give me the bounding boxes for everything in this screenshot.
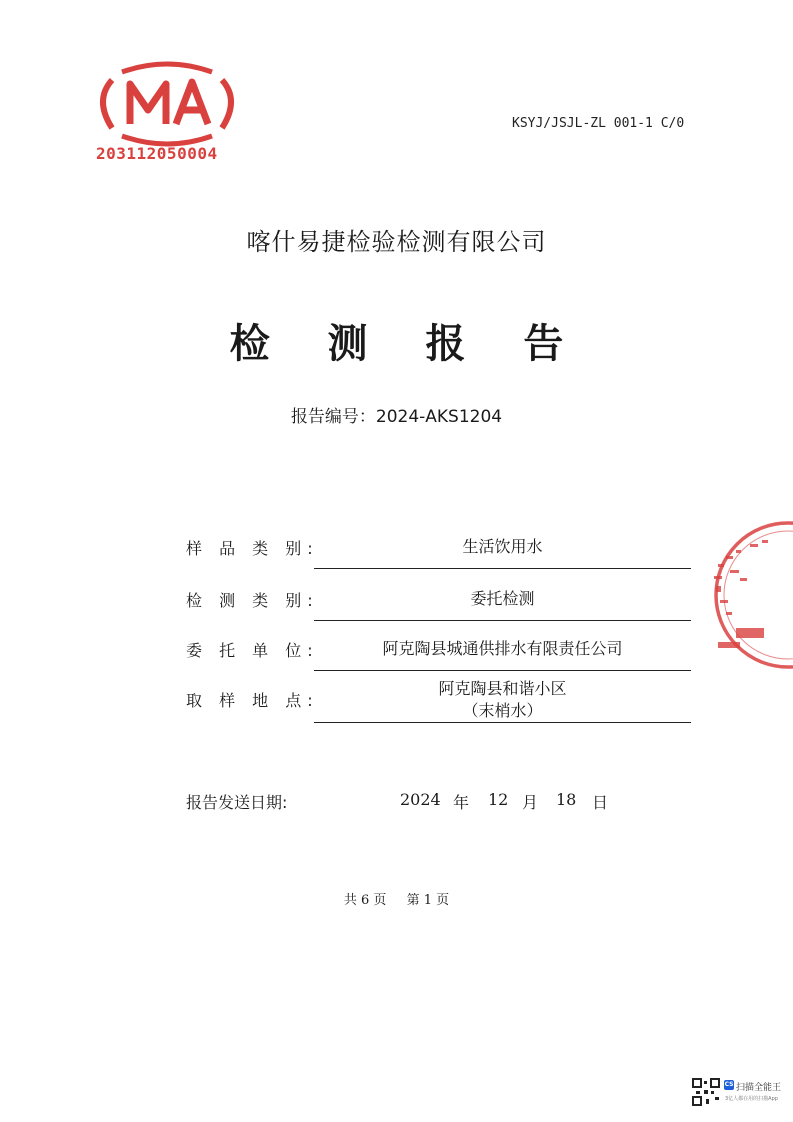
- company-seal-icon: [696, 520, 793, 670]
- qr-code-icon: [692, 1078, 720, 1106]
- sample-type-value: 生活饮用水: [462, 537, 543, 556]
- test-type-label: 检 测 类 别:: [186, 591, 319, 610]
- issue-date-year-unit: 年: [453, 793, 470, 812]
- client-value: 阿克陶县城通供排水有限责任公司: [382, 639, 623, 658]
- scanner-watermark: [692, 1078, 790, 1108]
- scanner-name: 扫描全能王: [736, 1083, 782, 1093]
- client-label: 委 托 单 位:: [186, 641, 319, 660]
- sampling-site-label: 取 样 地 点:: [186, 691, 319, 710]
- page-info: [0, 889, 793, 908]
- report-title: 检 测 报 告: [229, 320, 586, 367]
- cma-certificate-number: 203112050004: [96, 144, 218, 163]
- page-total: 共 6 页: [343, 893, 387, 908]
- sample-type-underline: [314, 568, 691, 569]
- company-name: 喀什易捷检验检测有限公司: [246, 228, 547, 256]
- sampling-site-underline: [314, 722, 691, 723]
- scanner-subtitle: 3亿人都在用的扫描App: [725, 1096, 778, 1102]
- test-type-underline: [314, 620, 691, 621]
- test-type-value: 委托检测: [470, 589, 535, 608]
- issue-date-day: 18: [556, 790, 577, 809]
- sample-type-label: 样 品 类 别:: [186, 539, 319, 558]
- issue-date-month: 12: [488, 790, 509, 809]
- document-code: KSYJ/JSJL-ZL 001-1 C/0: [512, 116, 685, 131]
- report-number: 报告编号：2024-AKS1204: [290, 407, 503, 427]
- page-current: 第 1 页: [406, 893, 450, 908]
- sampling-site-value: 阿克陶县和谐小区: [438, 679, 567, 698]
- camscanner-icon: CS: [724, 1081, 734, 1088]
- issue-date-label: 报告发送日期:: [186, 793, 288, 812]
- issue-date-day-unit: 日: [592, 793, 609, 812]
- issue-date-year: 2024: [400, 790, 441, 809]
- issue-date-month-unit: 月: [522, 793, 539, 812]
- client-underline: [314, 670, 691, 671]
- sampling-site-note: （末梢水）: [462, 701, 543, 720]
